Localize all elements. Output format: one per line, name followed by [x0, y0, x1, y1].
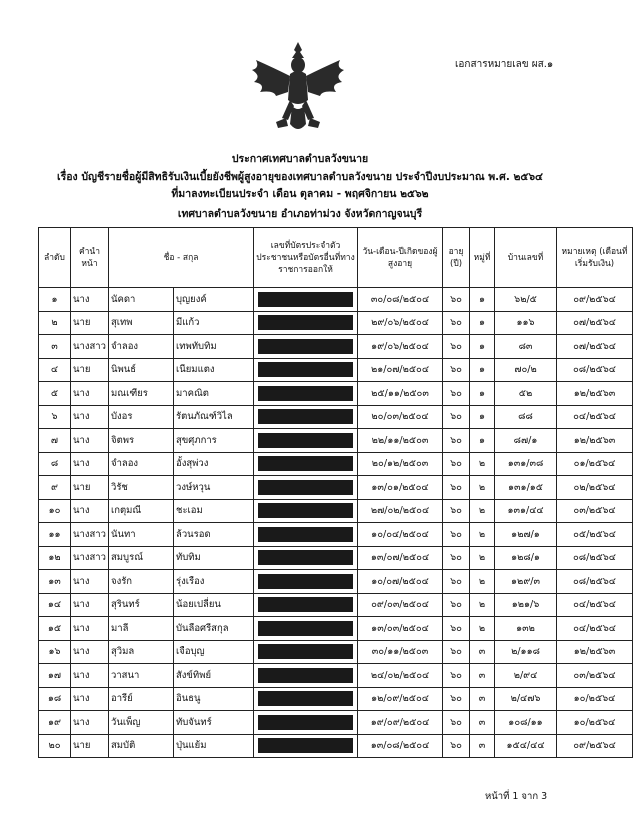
cell-moo: ๑ — [470, 288, 495, 312]
cell-age: ๖๐ — [443, 687, 470, 711]
cell-no: ๙ — [39, 476, 71, 500]
redaction-bar — [258, 339, 353, 354]
col-header-dob: วัน-เดือน-ปีเกิดของผู้สูงอายุ — [358, 228, 443, 288]
cell-dob: ๒๐/๐๓/๒๕๐๔ — [358, 405, 443, 429]
cell-first: สุเทพ — [109, 311, 174, 335]
cell-house: ๑๒๗/๑ — [495, 523, 557, 547]
cell-prefix: นาง — [71, 405, 109, 429]
cell-note: ๑๒/๒๕๖๓ — [557, 382, 633, 406]
cell-note: ๑๐/๒๕๖๔ — [557, 687, 633, 711]
cell-dob: ๒๒/๑๑/๒๕๐๓ — [358, 429, 443, 453]
cell-dob: ๑๓/๐๗/๒๕๐๔ — [358, 546, 443, 570]
cell-note: ๐๕/๒๕๖๔ — [557, 523, 633, 547]
cell-id-redacted — [254, 382, 358, 406]
cell-first: วิรัช — [109, 476, 174, 500]
cell-prefix: นาง — [71, 499, 109, 523]
cell-note: ๑๒/๒๕๖๓ — [557, 640, 633, 664]
cell-prefix: นางสาว — [71, 523, 109, 547]
cell-prefix: นาง — [71, 593, 109, 617]
cell-age: ๖๐ — [443, 711, 470, 735]
table-row — [39, 382, 633, 406]
cell-first: จำลอง — [109, 452, 174, 476]
cell-dob: ๒๔/๐๒/๒๕๐๔ — [358, 664, 443, 688]
cell-last: เนียมแตง — [174, 358, 254, 382]
cell-dob: ๒๐/๑๒/๒๕๐๓ — [358, 452, 443, 476]
cell-first: สมบูรณ์ — [109, 546, 174, 570]
redaction-bar — [258, 386, 353, 401]
cell-moo: ๓ — [470, 640, 495, 664]
cell-dob: ๓๐/๑๑/๒๕๐๓ — [358, 640, 443, 664]
cell-note: ๐๔/๒๕๖๔ — [557, 405, 633, 429]
cell-note: ๐๙/๒๕๖๔ — [557, 288, 633, 312]
cell-prefix: นาง — [71, 382, 109, 406]
redaction-bar — [258, 691, 353, 706]
cell-no: ๑๖ — [39, 640, 71, 664]
col-header-no: ลำดับ — [39, 228, 71, 288]
cell-moo: ๑ — [470, 335, 495, 359]
cell-note: ๐๒/๒๕๖๔ — [557, 476, 633, 500]
cell-moo: ๑ — [470, 429, 495, 453]
cell-last: รัตนภัณฑ์วิไล — [174, 405, 254, 429]
cell-prefix: นาง — [71, 570, 109, 594]
cell-moo: ๒ — [470, 546, 495, 570]
cell-no: ๑๓ — [39, 570, 71, 594]
cell-no: ๑ — [39, 288, 71, 312]
cell-id-redacted — [254, 523, 358, 547]
cell-no: ๑๑ — [39, 523, 71, 547]
cell-prefix: นาย — [71, 311, 109, 335]
cell-house: ๘๓ — [495, 335, 557, 359]
cell-prefix: นาย — [71, 358, 109, 382]
cell-moo: ๓ — [470, 711, 495, 735]
cell-prefix: นาง — [71, 452, 109, 476]
cell-last: บันลือศรีสกุล — [174, 617, 254, 641]
registration-period: ที่มาลงทะเบียนประจำ เดือน ตุลาคม - พฤศจิกายน ๒๕๖๒ — [171, 188, 429, 200]
cell-dob: ๑๐/๐๗/๒๕๐๔ — [358, 570, 443, 594]
cell-last: สุขศุภการ — [174, 429, 254, 453]
cell-age: ๖๐ — [443, 593, 470, 617]
cell-first: สมบัติ — [109, 734, 174, 758]
cell-no: ๑๕ — [39, 617, 71, 641]
cell-note: ๐๔/๒๕๖๔ — [557, 617, 633, 641]
cell-id-redacted — [254, 546, 358, 570]
cell-id-redacted — [254, 734, 358, 758]
cell-last: ชะเอม — [174, 499, 254, 523]
cell-age: ๖๐ — [443, 335, 470, 359]
cell-no: ๔ — [39, 358, 71, 382]
cell-dob: ๑๙/๐๖/๒๕๐๔ — [358, 335, 443, 359]
cell-note: ๑๒/๒๕๖๓ — [557, 429, 633, 453]
cell-prefix: นาง — [71, 687, 109, 711]
cell-house: ๑๓๑/๓๘ — [495, 452, 557, 476]
table-row — [39, 546, 633, 570]
cell-age: ๖๐ — [443, 523, 470, 547]
cell-house: ๘๗/๑ — [495, 429, 557, 453]
redaction-bar — [258, 668, 353, 683]
cell-no: ๒ — [39, 311, 71, 335]
cell-house: ๑๒๑/๖ — [495, 593, 557, 617]
cell-last: อั้งสุพ่วง — [174, 452, 254, 476]
redaction-bar — [258, 644, 353, 659]
subject-line: เรื่อง บัญชีรายชื่อผู้มีสิทธิรับเงินเบี้ยยังชีพผู้สูงอายุของเทศบาลตำบลวังขนาย ประจำปีงบประมาณ พ.ศ. ๒๕๖๔ — [57, 171, 543, 183]
cell-moo: ๑ — [470, 382, 495, 406]
cell-house: ๒/๑๑๘ — [495, 640, 557, 664]
cell-dob: ๒๗/๐๒/๒๕๐๔ — [358, 499, 443, 523]
cell-age: ๖๐ — [443, 734, 470, 758]
cell-id-redacted — [254, 358, 358, 382]
cell-first: จำลอง — [109, 335, 174, 359]
cell-id-redacted — [254, 311, 358, 335]
cell-last: ทับทิม — [174, 546, 254, 570]
cell-age: ๖๐ — [443, 546, 470, 570]
cell-age: ๖๐ — [443, 311, 470, 335]
cell-dob: ๒๙/๐๖/๒๕๐๔ — [358, 311, 443, 335]
cell-last: รุ่งเรือง — [174, 570, 254, 594]
cell-no: ๒๐ — [39, 734, 71, 758]
col-header-note: หมายเหตุ (เดือนที่เริ่มรับเงิน) — [557, 228, 633, 288]
cell-note: ๐๓/๒๕๖๔ — [557, 499, 633, 523]
cell-prefix: นาง — [71, 617, 109, 641]
municipality-line: เทศบาลตำบลวังขนาย อำเภอท่าม่วง จังหวัดกาญจนบุรี — [177, 208, 423, 220]
redaction-bar — [258, 503, 353, 518]
cell-house: ๑๓๑/๔๔ — [495, 499, 557, 523]
cell-moo: ๒ — [470, 499, 495, 523]
cell-dob: ๑๐/๐๔/๒๕๐๔ — [358, 523, 443, 547]
cell-dob: ๒๑/๐๗/๒๕๐๔ — [358, 358, 443, 382]
col-header-id: เลขที่บัตรประจำตัวประชาชนหรือบัตรอื่นที่ทางราชการออกให้ — [254, 228, 358, 288]
table-row — [39, 499, 633, 523]
cell-no: ๑๐ — [39, 499, 71, 523]
cell-age: ๖๐ — [443, 358, 470, 382]
cell-last: อินธนู — [174, 687, 254, 711]
cell-prefix: นาง — [71, 711, 109, 735]
table-row — [39, 288, 633, 312]
cell-last: น้อยเปลี่ยน — [174, 593, 254, 617]
cell-no: ๑๔ — [39, 593, 71, 617]
cell-note: ๐๔/๒๕๖๔ — [557, 593, 633, 617]
cell-moo: ๒ — [470, 476, 495, 500]
table-row — [39, 617, 633, 641]
redaction-bar — [258, 480, 353, 495]
cell-last: ล้วนรอด — [174, 523, 254, 547]
col-header-moo: หมู่ที่ — [470, 228, 495, 288]
cell-id-redacted — [254, 617, 358, 641]
cell-age: ๖๐ — [443, 382, 470, 406]
cell-prefix: นางสาว — [71, 546, 109, 570]
cell-moo: ๒ — [470, 523, 495, 547]
cell-moo: ๑ — [470, 311, 495, 335]
beneficiary-table — [38, 227, 633, 758]
redaction-bar — [258, 738, 353, 753]
cell-house: ๑๓๒ — [495, 617, 557, 641]
cell-house: ๑๑๖ — [495, 311, 557, 335]
table-row — [39, 570, 633, 594]
table-row — [39, 640, 633, 664]
document-reference: เอกสารหมายเลข ผส.๑ — [455, 59, 554, 70]
cell-last: มาคณิต — [174, 382, 254, 406]
cell-dob: ๐๙/๐๓/๒๕๐๔ — [358, 593, 443, 617]
cell-prefix: นาง — [71, 664, 109, 688]
cell-note: ๐๘/๒๕๖๔ — [557, 570, 633, 594]
cell-id-redacted — [254, 476, 358, 500]
cell-no: ๑๘ — [39, 687, 71, 711]
cell-prefix: นางสาว — [71, 335, 109, 359]
cell-house: ๑๐๘/๑๑ — [495, 711, 557, 735]
cell-first: นันทา — [109, 523, 174, 547]
table-row — [39, 335, 633, 359]
cell-house: ๕๒ — [495, 382, 557, 406]
cell-id-redacted — [254, 570, 358, 594]
cell-note: ๐๓/๒๕๖๔ — [557, 664, 633, 688]
cell-last: บุญยงค์ — [174, 288, 254, 312]
cell-house: ๑๕๔/๔๔ — [495, 734, 557, 758]
cell-moo: ๒ — [470, 593, 495, 617]
cell-moo: ๒ — [470, 570, 495, 594]
cell-last: เทพทับทิม — [174, 335, 254, 359]
redaction-bar — [258, 715, 353, 730]
cell-age: ๖๐ — [443, 429, 470, 453]
cell-moo: ๓ — [470, 664, 495, 688]
redaction-bar — [258, 362, 353, 377]
cell-age: ๖๐ — [443, 499, 470, 523]
cell-first: วาสนา — [109, 664, 174, 688]
redaction-bar — [258, 574, 353, 589]
cell-first: วันเพ็ญ — [109, 711, 174, 735]
table-header-row — [39, 228, 633, 288]
cell-no: ๑๒ — [39, 546, 71, 570]
cell-id-redacted — [254, 664, 358, 688]
cell-no: ๖ — [39, 405, 71, 429]
cell-age: ๖๐ — [443, 617, 470, 641]
garuda-emblem-icon — [246, 38, 350, 138]
cell-house: ๖๒/๕ — [495, 288, 557, 312]
table-row — [39, 358, 633, 382]
cell-first: สุรินทร์ — [109, 593, 174, 617]
redaction-bar — [258, 597, 353, 612]
redaction-bar — [258, 433, 353, 448]
cell-age: ๖๐ — [443, 288, 470, 312]
table-row — [39, 593, 633, 617]
cell-first: มาลี — [109, 617, 174, 641]
cell-age: ๖๐ — [443, 640, 470, 664]
cell-note: ๐๙/๒๕๖๔ — [557, 734, 633, 758]
cell-last: สังข์ทิพย์ — [174, 664, 254, 688]
cell-first: สุวิมล — [109, 640, 174, 664]
cell-first: อารีย์ — [109, 687, 174, 711]
cell-no: ๑๗ — [39, 664, 71, 688]
cell-house: ๑๒๘/๑ — [495, 546, 557, 570]
cell-dob: ๑๓/๐๓/๒๕๐๔ — [358, 617, 443, 641]
cell-first: มณเฑียร — [109, 382, 174, 406]
cell-id-redacted — [254, 288, 358, 312]
cell-prefix: นาง — [71, 429, 109, 453]
col-header-prefix: คำนำหน้า — [71, 228, 109, 288]
announcement-title: ประกาศเทศบาลตำบลวังขนาย — [231, 153, 369, 165]
page-number: หน้าที่ 1 จาก 3 — [485, 791, 548, 802]
cell-house: ๑๓๑/๑๕ — [495, 476, 557, 500]
cell-no: ๗ — [39, 429, 71, 453]
cell-id-redacted — [254, 687, 358, 711]
cell-moo: ๑ — [470, 405, 495, 429]
cell-prefix: นาย — [71, 476, 109, 500]
cell-moo: ๓ — [470, 734, 495, 758]
table-row — [39, 311, 633, 335]
cell-prefix: นาง — [71, 640, 109, 664]
table-row — [39, 476, 633, 500]
cell-note: ๐๑/๒๕๖๔ — [557, 452, 633, 476]
table-row — [39, 429, 633, 453]
cell-no: ๑๙ — [39, 711, 71, 735]
table-row — [39, 734, 633, 758]
table-row — [39, 405, 633, 429]
cell-age: ๖๐ — [443, 405, 470, 429]
cell-age: ๖๐ — [443, 452, 470, 476]
cell-id-redacted — [254, 711, 358, 735]
cell-first: บังอร — [109, 405, 174, 429]
cell-note: ๐๘/๒๕๖๔ — [557, 546, 633, 570]
cell-first: นิพนธ์ — [109, 358, 174, 382]
cell-id-redacted — [254, 593, 358, 617]
redaction-bar — [258, 621, 353, 636]
cell-moo: ๓ — [470, 687, 495, 711]
cell-note: ๑๐/๒๕๖๔ — [557, 711, 633, 735]
redaction-bar — [258, 315, 353, 330]
cell-no: ๘ — [39, 452, 71, 476]
cell-house: ๘๘ — [495, 405, 557, 429]
col-header-age: อายุ (ปี) — [443, 228, 470, 288]
cell-first: นัคดา — [109, 288, 174, 312]
cell-last: ทับจันทร์ — [174, 711, 254, 735]
cell-note: ๐๘/๒๕๖๔ — [557, 358, 633, 382]
cell-note: ๐๗/๒๕๖๔ — [557, 335, 633, 359]
cell-id-redacted — [254, 640, 358, 664]
cell-first: เกตุมณี — [109, 499, 174, 523]
table-row — [39, 452, 633, 476]
cell-age: ๖๐ — [443, 570, 470, 594]
redaction-bar — [258, 550, 353, 565]
cell-prefix: นาง — [71, 288, 109, 312]
cell-dob: ๒๕/๑๑/๒๕๐๓ — [358, 382, 443, 406]
cell-dob: ๑๓/๐๘/๒๕๐๔ — [358, 734, 443, 758]
cell-no: ๓ — [39, 335, 71, 359]
cell-last: เจือบุญ — [174, 640, 254, 664]
cell-age: ๖๐ — [443, 476, 470, 500]
cell-note: ๐๗/๒๕๖๔ — [557, 311, 633, 335]
redaction-bar — [258, 292, 353, 307]
table-row — [39, 523, 633, 547]
cell-house: ๑๒๙/๓ — [495, 570, 557, 594]
cell-dob: ๑๓/๐๑/๒๕๐๔ — [358, 476, 443, 500]
cell-first: จิตพร — [109, 429, 174, 453]
cell-last: ปุ่นแย้ม — [174, 734, 254, 758]
cell-id-redacted — [254, 452, 358, 476]
cell-age: ๖๐ — [443, 664, 470, 688]
cell-last: มีแก้ว — [174, 311, 254, 335]
cell-id-redacted — [254, 499, 358, 523]
cell-last: วงษ์หวุน — [174, 476, 254, 500]
cell-id-redacted — [254, 405, 358, 429]
cell-no: ๕ — [39, 382, 71, 406]
cell-prefix: นาย — [71, 734, 109, 758]
cell-first: จงรัก — [109, 570, 174, 594]
cell-dob: ๑๙/๐๙/๒๕๐๔ — [358, 711, 443, 735]
cell-house: ๒/๔๗๖ — [495, 687, 557, 711]
col-header-house: บ้านเลขที่ — [495, 228, 557, 288]
cell-moo: ๒ — [470, 452, 495, 476]
cell-id-redacted — [254, 335, 358, 359]
cell-dob: ๑๒/๐๙/๒๕๐๔ — [358, 687, 443, 711]
col-header-name: ชื่อ - สกุล — [109, 228, 254, 288]
table-row — [39, 687, 633, 711]
cell-dob: ๓๐/๐๘/๒๕๐๔ — [358, 288, 443, 312]
cell-moo: ๒ — [470, 617, 495, 641]
table-row — [39, 711, 633, 735]
cell-house: ๒/๙๔ — [495, 664, 557, 688]
cell-moo: ๑ — [470, 358, 495, 382]
redaction-bar — [258, 409, 353, 424]
table-row — [39, 664, 633, 688]
redaction-bar — [258, 456, 353, 471]
cell-id-redacted — [254, 429, 358, 453]
redaction-bar — [258, 527, 353, 542]
cell-house: ๗๐/๒ — [495, 358, 557, 382]
